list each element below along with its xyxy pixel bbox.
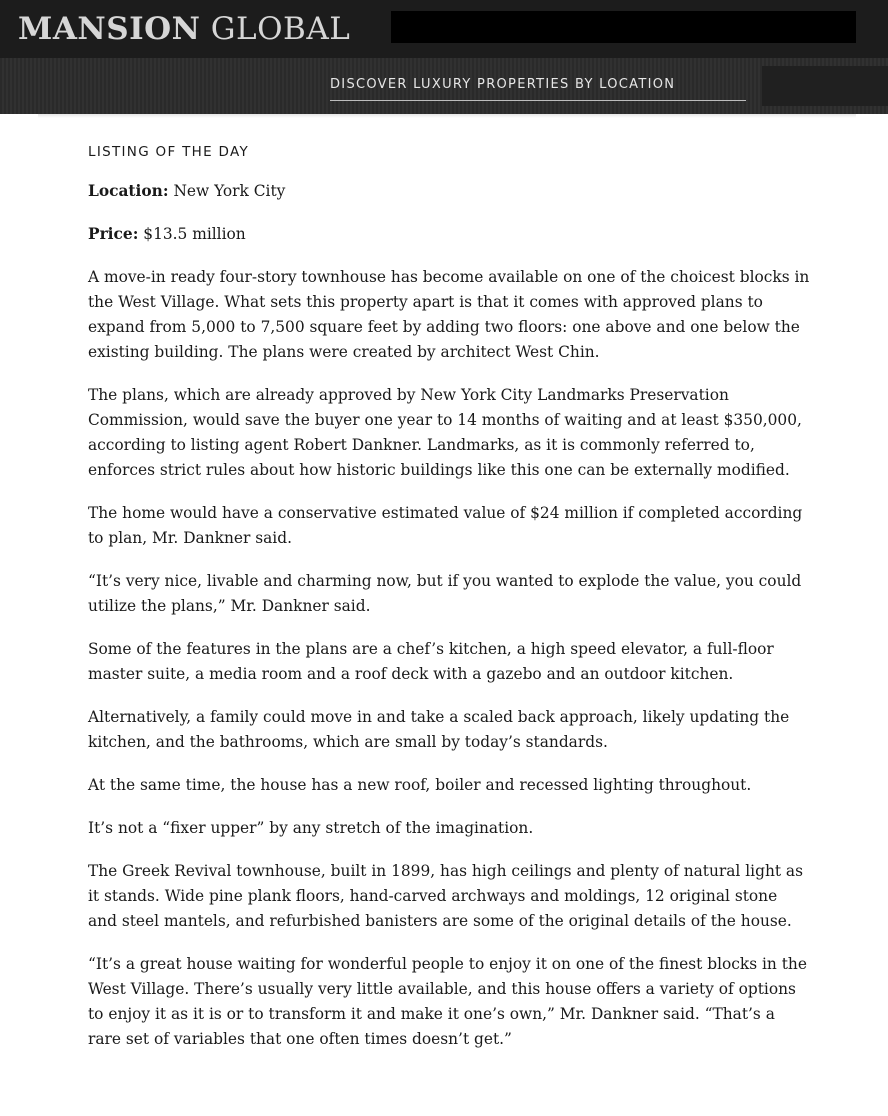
- article-paragraph: It’s not a “fixer upper” by any stretch of the imagination.: [88, 819, 534, 837]
- article-paragraph: At the same time, the house has a new roof, boiler and recessed lighting throughout.: [88, 776, 752, 794]
- discover-properties-link[interactable]: DISCOVER LUXURY PROPERTIES BY LOCATION: [330, 77, 676, 92]
- location-value: New York City: [173, 182, 286, 200]
- article-paragraph: The home would have a conservative estimated value of $24 million if completed according to plan, Mr. Dankner said.: [88, 504, 803, 547]
- article-paragraph: Some of the features in the plans are a chef’s kitchen, a high speed elevator, a full-floor master suite, a media room and a roof deck with a gazebo and an outdoor kitchen.: [88, 640, 774, 683]
- nav-underline: [330, 100, 746, 101]
- location-line: [88, 179, 810, 204]
- redacted-block: [391, 11, 856, 43]
- article-paragraph: A move-in ready four-story townhouse has become available on one of the choicest blocks in the West Village. What sets this property apart is that it comes with approved plans to expand from 5,000 to 7,500 square feet by adding two floors: one above and one below the existing building. The plans were created by architect West Chin.: [88, 268, 810, 361]
- price-label: Price:: [88, 225, 139, 243]
- article-paragraph: “It’s a great house waiting for wonderful people to enjoy it on one of the finest blocks in the West Village. There’s usually very little available, and this house offers a variety of options to enjoy it as it is or to transform it and make it one’s own,” Mr. Dankner said. “That’s a rare set of variables that one often times doesn’t get.”: [88, 955, 807, 1048]
- logo-word-mansion: MANSION: [18, 11, 201, 47]
- site-logo[interactable]: [18, 10, 350, 48]
- article-paragraph: The Greek Revival townhouse, built in 1899, has high ceilings and plenty of natural light as it stands. Wide pine plank floors, hand-carved archways and moldings, 12 original stone and steel mantels, and refurbished banisters are some of the original details of the house.: [88, 862, 804, 930]
- top-bar: [0, 0, 888, 58]
- article-body: [88, 142, 810, 1070]
- article-paragraph: The plans, which are already approved by New York City Landmarks Preservation Commission, would save the buyer one year to 14 months of waiting and at least $350,000, according to listing agent Robert Dankner. Landmarks, as it is commonly referred to, enforces strict rules about how historic buildings like this one can be externally modified.: [88, 386, 802, 479]
- nav-right-panel: [762, 66, 888, 106]
- header-shadow: [38, 114, 856, 118]
- location-label: Location:: [88, 182, 169, 200]
- article-kicker: LISTING OF THE DAY: [88, 144, 250, 160]
- nav-bar: [0, 58, 888, 114]
- logo-word-global: GLOBAL: [210, 11, 351, 47]
- article-paragraph: Alternatively, a family could move in and take a scaled back approach, likely updating the kitchen, and the bathrooms, which are small by today’s standards.: [88, 708, 790, 751]
- price-line: [88, 222, 810, 247]
- article-paragraph: “It’s very nice, livable and charming now, but if you wanted to explode the value, you could utilize the plans,” Mr. Dankner said.: [88, 572, 802, 615]
- price-value: $13.5 million: [143, 225, 246, 243]
